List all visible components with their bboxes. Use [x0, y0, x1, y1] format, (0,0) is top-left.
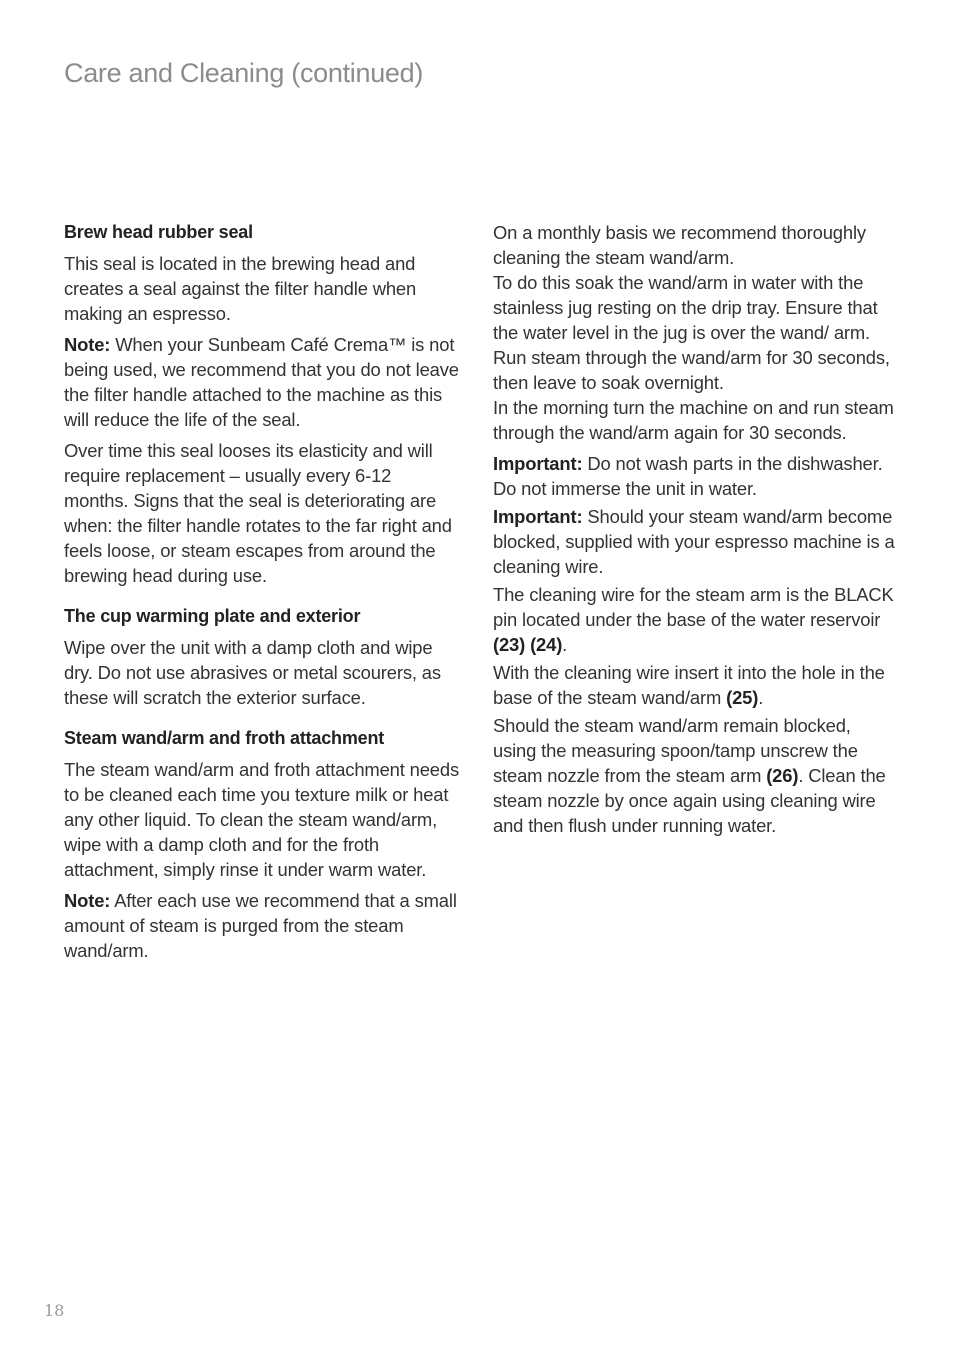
page-number: 18	[44, 1301, 65, 1320]
paragraph-text: .	[758, 687, 764, 708]
important-dishwasher-note	[493, 451, 897, 501]
steam-wand-note	[64, 888, 460, 963]
nozzle-cleaning-paragraph	[493, 713, 897, 838]
cup-warming-paragraph: Wipe over the unit with a damp cloth and wipe dry. Do not use abrasives or metal scourers, as these will scratch the exterior surface.	[64, 637, 441, 708]
note-label: Note:	[64, 890, 111, 911]
note-text: When your Sunbeam Café Crema™ is not being used, we recommend that you do not leave the filter handle attached to the machine as this will reduce the life of the seal.	[64, 334, 459, 430]
steam-wand-paragraph: The steam wand/arm and froth attachment needs to be cleaned each time you texture milk or heat any other liquid. To clean the steam wand/arm, wipe with a damp cloth and for the froth attachment, simply rinse it under warm water.	[64, 759, 459, 880]
page-title: Care and Cleaning (continued)	[64, 58, 424, 88]
note-text: After each use we recommend that a small amount of steam is purged from the steam wand/arm.	[64, 890, 457, 961]
soak-instructions-paragraph: To do this soak the wand/arm in water with the stainless jug resting on the drip tray. Ensure that the water level in the jug is over the wand/ arm. Run steam through the wand/arm for 30 seconds, then leave to soak overnight.	[493, 272, 890, 393]
left-column	[64, 220, 460, 969]
figure-reference: (23) (24)	[493, 634, 563, 655]
paragraph-text: . Clean the steam nozzle by once again using cleaning wire and then flush under running water.	[493, 765, 886, 836]
figure-reference: (25)	[726, 687, 759, 708]
cleaning-wire-location-paragraph	[493, 582, 897, 657]
right-column	[493, 220, 897, 844]
paragraph-text: Should the steam wand/arm remain blocked, using the measuring spoon/tamp unscrew the steam nozzle from the steam arm	[493, 715, 858, 786]
monthly-cleaning-paragraph: On a monthly basis we recommend thoroughly cleaning the steam wand/arm.	[493, 222, 866, 268]
brew-head-heading: Brew head rubber seal	[64, 222, 253, 242]
important-label: Important:	[493, 453, 583, 474]
figure-reference: (26)	[766, 765, 799, 786]
paragraph-text: .	[562, 634, 568, 655]
paragraph-text: With the cleaning wire insert it into the hole in the base of the steam wand/arm	[493, 662, 885, 708]
important-text: Do not wash parts in the dishwasher. Do not immerse the unit in water.	[493, 453, 883, 499]
brew-head-note	[64, 332, 460, 432]
morning-instructions-paragraph: In the morning turn the machine on and run steam through the wand/arm again for 30 seconds.	[493, 397, 894, 443]
brew-head-replacement-paragraph: Over time this seal looses its elasticity and will require replacement – usually every 6-12 months. Signs that the seal is deteriorating are when: the filter handle rotates to the far right and feels loose, or steam escapes from around the brewing head during use.	[64, 440, 452, 586]
paragraph-text: The cleaning wire for the steam arm is the BLACK pin located under the base of the water reservoir	[493, 584, 894, 630]
important-label: Important:	[493, 506, 583, 527]
important-text: Should your steam wand/arm become blocked, supplied with your espresso machine is a cleaning wire.	[493, 506, 895, 577]
important-blocked-note	[493, 504, 897, 579]
steam-wand-heading: Steam wand/arm and froth attachment	[64, 728, 385, 748]
cup-warming-heading: The cup warming plate and exterior	[64, 606, 361, 626]
cleaning-wire-insert-paragraph	[493, 660, 897, 710]
brew-head-paragraph: This seal is located in the brewing head and creates a seal against the filter handle when making an espresso.	[64, 253, 417, 324]
note-label: Note:	[64, 334, 111, 355]
